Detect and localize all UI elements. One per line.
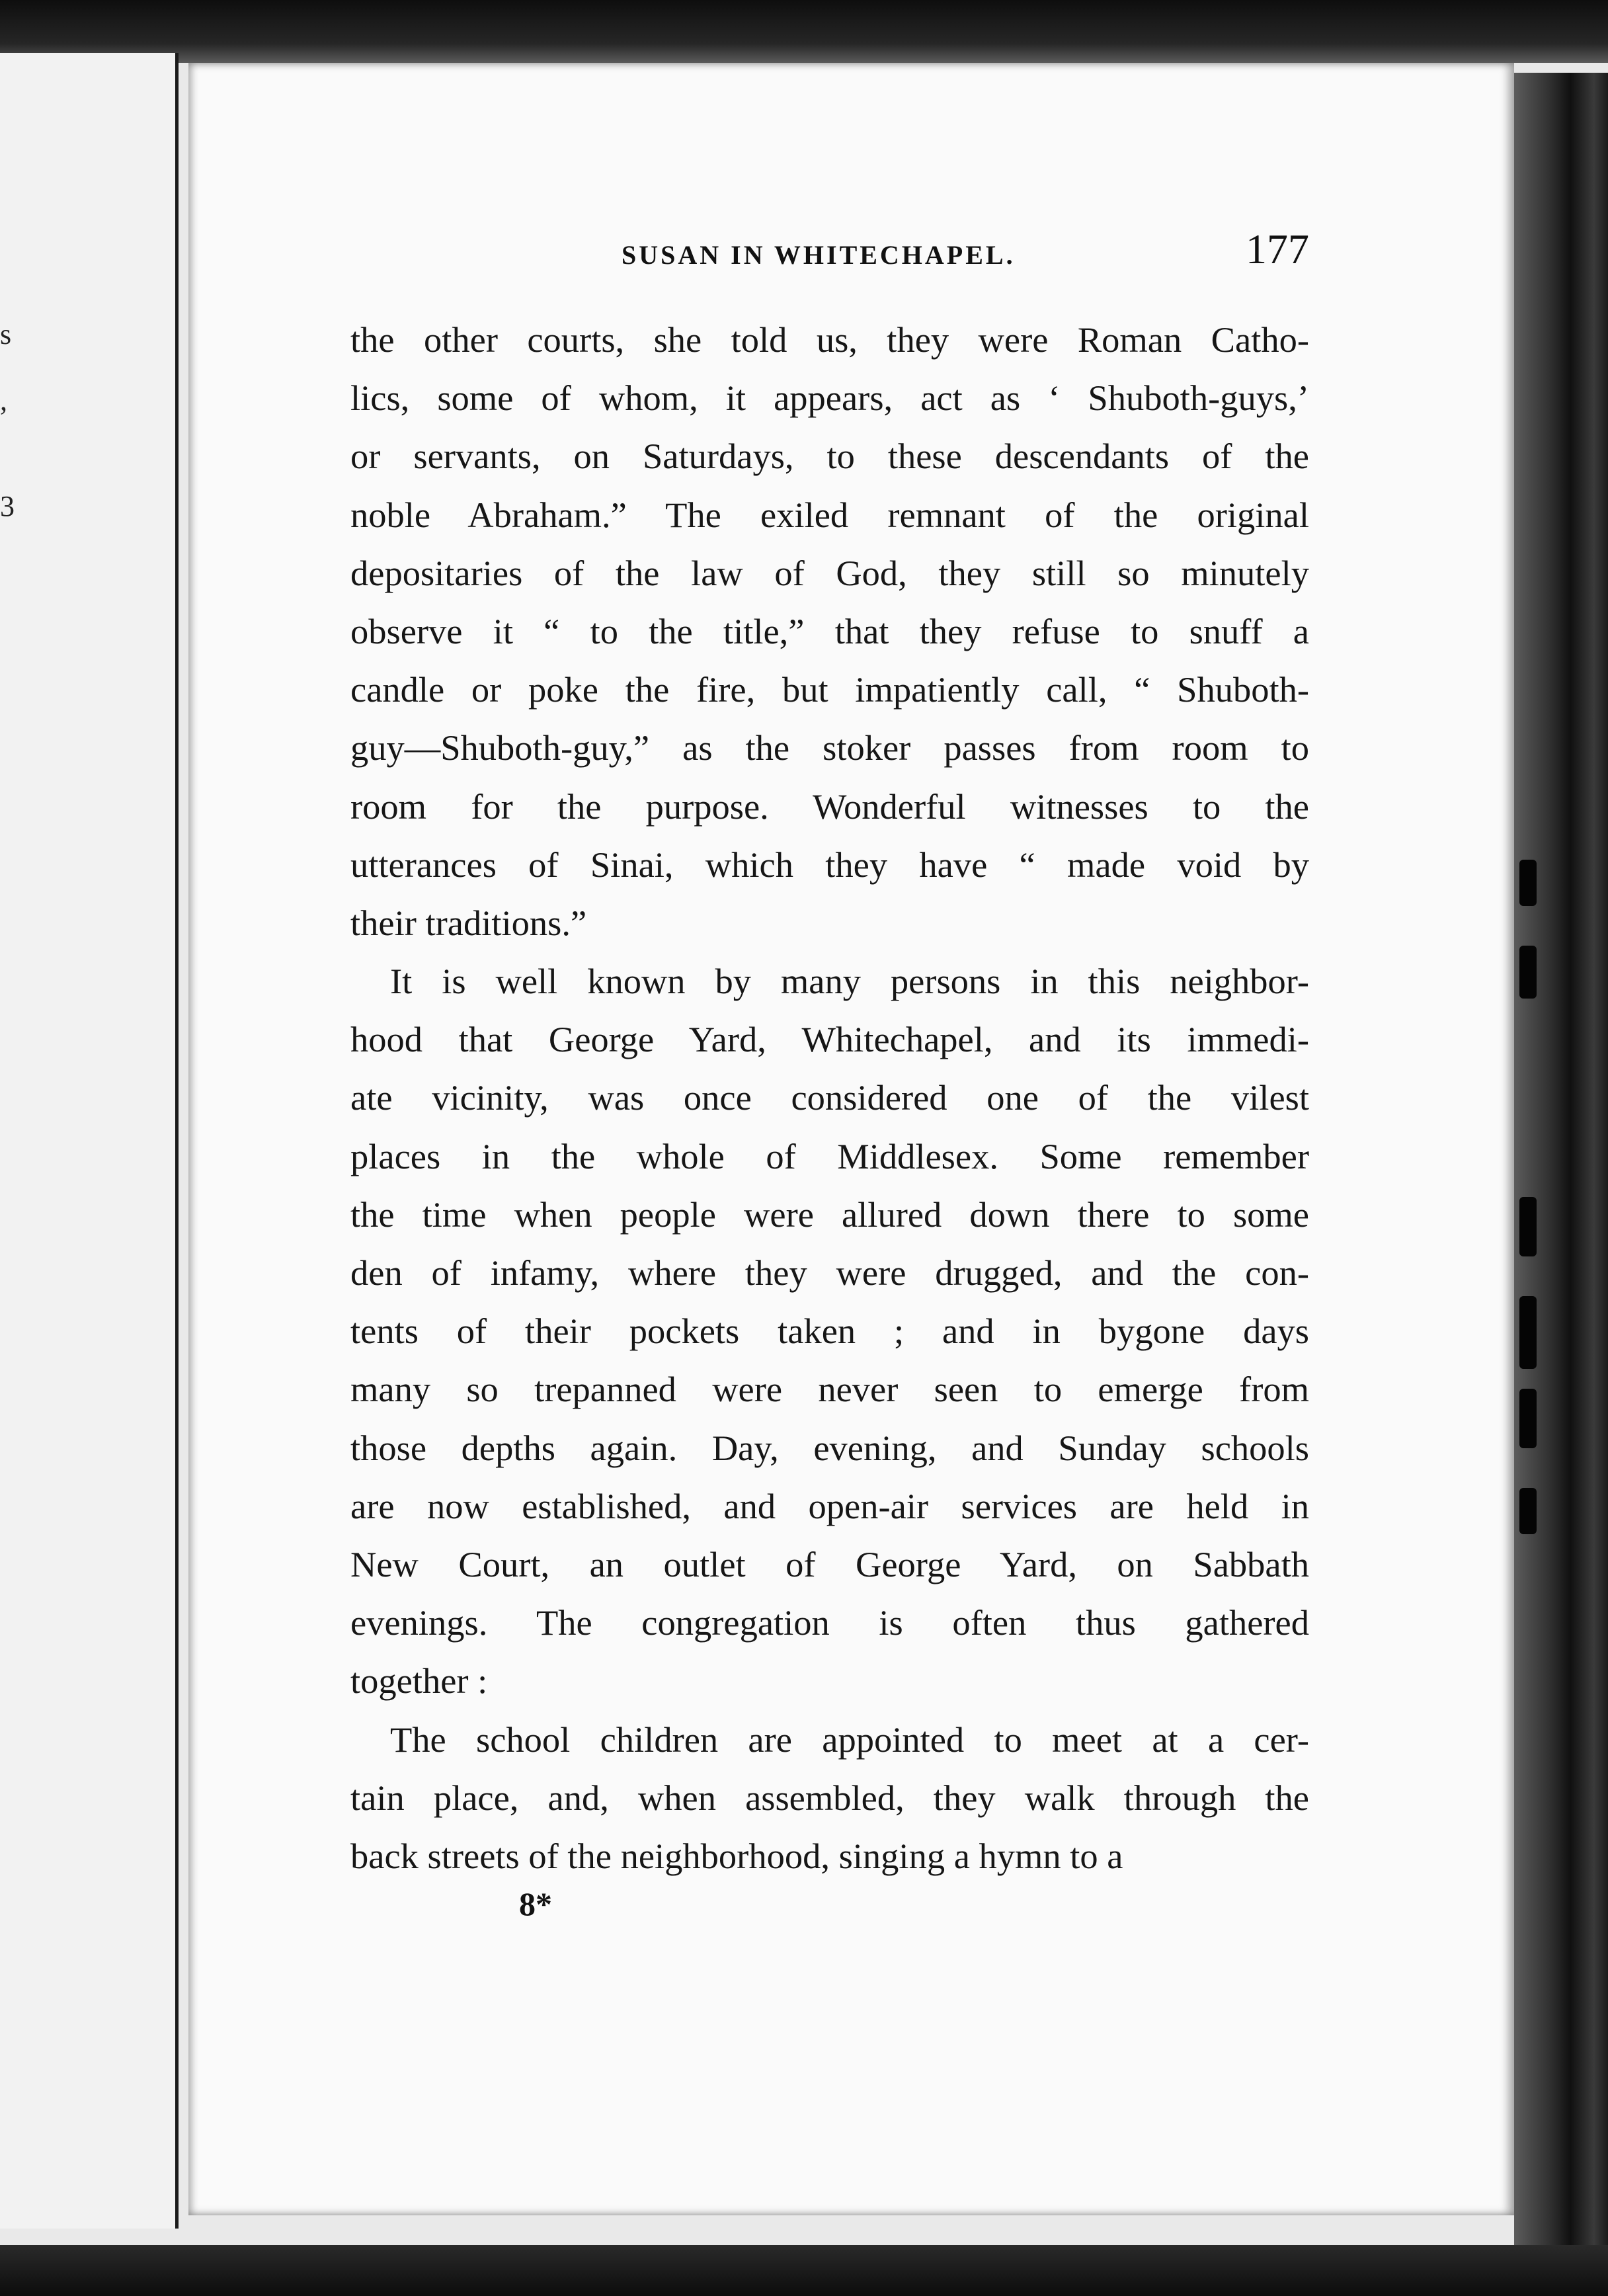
running-title: SUSAN IN WHITECHAPEL. xyxy=(622,240,1016,270)
scan-bottom-edge xyxy=(0,2245,1608,2296)
text-line: those depths again. Day, evening, and Sunday schools xyxy=(350,1427,1309,1468)
text-line: back streets of the neighborhood, singing a hymn to a xyxy=(350,1835,1123,1876)
text-line: observe it “ to the title,” that they refuse to snuff a xyxy=(350,610,1309,651)
text-line: utterances of Sinai, which they have “ made void by xyxy=(350,844,1309,885)
previous-page-edge xyxy=(0,53,179,2229)
body-text xyxy=(350,311,1309,1885)
text-line: tents of their pockets taken ; and in bygone days xyxy=(350,1311,1309,1352)
text-line: guy—Shuboth-guy,” as the stoker passes from room to xyxy=(350,727,1309,768)
text-line: hood that George Yard, Whitechapel, and its immedi- xyxy=(350,1019,1309,1060)
text-line: lics, some of whom, it appears, act as ‘ Shuboth-guys,’ xyxy=(350,378,1309,419)
text-line: New Court, an outlet of George Yard, on Sabbath xyxy=(350,1543,1309,1584)
text-line: ate vicinity, was once considered one of the vilest xyxy=(350,1077,1309,1118)
running-header xyxy=(350,225,1309,284)
text-line: noble Abraham.” The exiled remnant of the original xyxy=(350,494,1309,535)
text-line: depositaries of the law of God, they still so minutely xyxy=(350,552,1309,593)
text-line: their traditions.” xyxy=(350,902,587,943)
text-line: tain place, and, when assembled, they walk through the xyxy=(350,1777,1309,1818)
left-page-fragment: , xyxy=(0,384,7,417)
page-number: 177 xyxy=(1246,226,1309,272)
left-page-fragment: s xyxy=(0,318,12,350)
text-line: are now established, and open-air services are held in xyxy=(350,1485,1309,1526)
text-line: together : xyxy=(350,1660,488,1702)
book-fore-edge xyxy=(1514,73,1608,2248)
text-line: the time when people were allured down there to some xyxy=(350,1194,1309,1235)
scan-top-edge xyxy=(0,0,1608,63)
text-line: It is well known by many persons in this neighbor- xyxy=(390,961,1309,1002)
left-page-fragment: 3 xyxy=(0,490,15,522)
text-line: The school children are appointed to meet at a cer- xyxy=(390,1719,1309,1760)
text-line: many so trepanned were never seen to emerge from xyxy=(350,1369,1309,1410)
text-line: candle or poke the fire, but impatiently call, “ Shuboth- xyxy=(350,669,1309,710)
text-line: places in the whole of Middlesex. Some remember xyxy=(350,1135,1309,1176)
text-line: evenings. The congregation is often thus gathered xyxy=(350,1602,1309,1643)
text-line: or servants, on Saturdays, to these descendants of the xyxy=(350,436,1309,477)
text-line: the other courts, she told us, they were Roman Catho- xyxy=(350,319,1309,360)
text-line: room for the purpose. Wonderful witnesses to the xyxy=(350,786,1309,827)
signature-mark: 8* xyxy=(519,1885,552,1922)
text-line: den of infamy, where they were drugged, and the con- xyxy=(350,1252,1309,1293)
